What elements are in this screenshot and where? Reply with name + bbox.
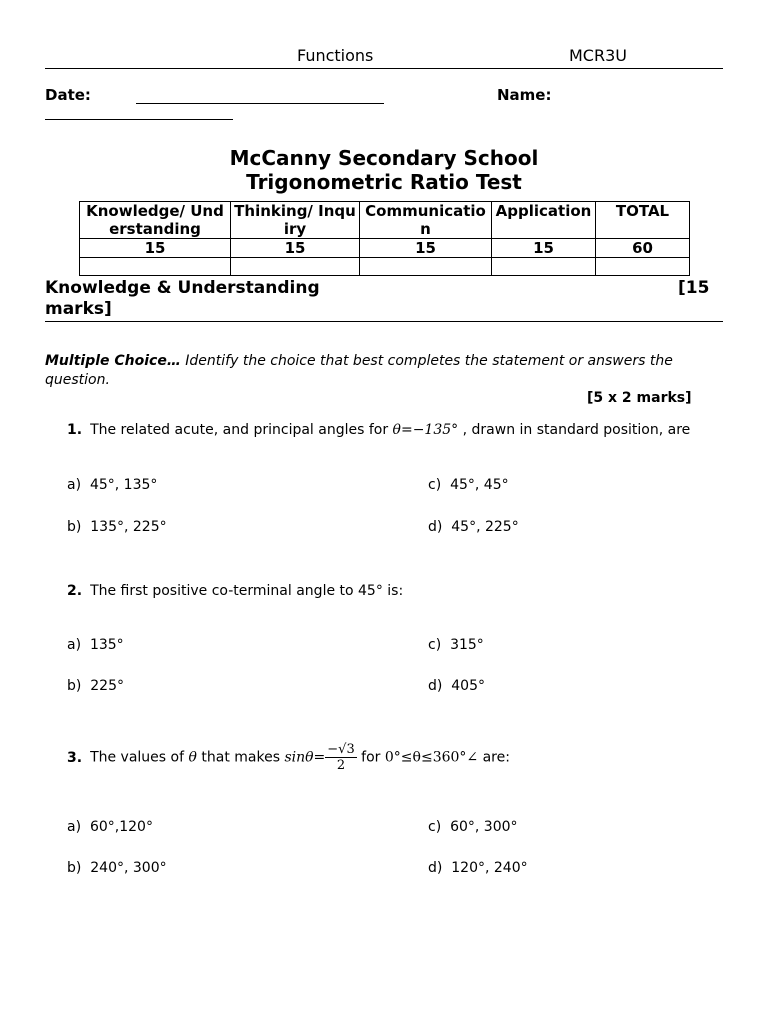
option-letter: a) [67, 477, 82, 493]
fraction [325, 742, 356, 773]
question-text-for: for [356, 749, 385, 766]
question-number: 2. [67, 583, 83, 599]
score-entry-row [80, 258, 690, 276]
q1-option-d[interactable] [428, 519, 519, 535]
q2-option-a[interactable] [67, 637, 124, 653]
header-total: TOTAL [596, 202, 690, 239]
theta-symbol: θ [188, 749, 197, 766]
question-3 [67, 742, 510, 773]
option-letter: b) [67, 678, 82, 694]
question-text-after: are: [478, 749, 510, 766]
section-heading [45, 278, 320, 320]
value-knowledge: 15 [80, 239, 231, 258]
q2-option-b[interactable] [67, 678, 124, 694]
mc-marks: [5 x 2 marks] [587, 390, 692, 406]
marks-values-row [80, 239, 690, 258]
option-letter: c) [428, 637, 442, 653]
q2-option-c[interactable] [428, 637, 484, 653]
section-divider [45, 321, 723, 322]
question-text-after: , drawn in standard position, are [458, 422, 691, 438]
date-field-line[interactable] [136, 103, 384, 104]
question-text: The related acute, and principal angles for [90, 422, 393, 438]
question-text: The first positive co-terminal angle to 45° is: [90, 583, 404, 599]
question-text: The values of [90, 749, 189, 766]
q3-option-d[interactable] [428, 860, 528, 876]
name-field-line[interactable] [45, 119, 233, 120]
section-title: Knowledge & Understanding [45, 278, 320, 298]
q3-option-c[interactable] [428, 819, 518, 835]
fraction-numerator: −√3 [327, 742, 355, 757]
question-math: θ=−135° [392, 422, 459, 438]
option-text: 135° [89, 637, 124, 653]
angle-range: 0°≤θ≤360°∠ [384, 749, 479, 766]
course-code: MCR3U [569, 46, 627, 65]
option-text: 60°,120° [89, 819, 153, 835]
header-communication: Communication [360, 202, 492, 239]
question-number: 1. [67, 422, 83, 438]
header-application: Application [492, 202, 596, 239]
option-text: 60°, 300° [450, 819, 518, 835]
score-application[interactable] [492, 258, 596, 276]
option-letter: c) [428, 477, 442, 493]
section-marks-close: marks] [45, 299, 112, 319]
q1-option-b[interactable] [67, 519, 167, 535]
question-text-mid: that makes [196, 749, 285, 766]
option-text: 45°, 45° [450, 477, 509, 493]
instructions-text: Identify the choice that best completes the statement or answers the question. [45, 353, 673, 388]
option-letter: b) [67, 519, 82, 535]
q3-option-b[interactable] [67, 860, 167, 876]
option-text: 315° [450, 637, 484, 653]
option-text: 240°, 300° [90, 860, 167, 876]
fraction-denominator: 2 [336, 758, 346, 773]
section-marks-open: [15 [678, 278, 710, 298]
option-text: 405° [451, 678, 485, 694]
question-2 [67, 583, 403, 599]
option-letter: a) [67, 637, 82, 653]
q2-option-d[interactable] [428, 678, 485, 694]
score-total[interactable] [596, 258, 690, 276]
course-title: Functions [297, 46, 374, 65]
marks-table-header-row [80, 202, 690, 239]
q1-option-c[interactable] [428, 477, 509, 493]
question-1 [67, 422, 690, 438]
value-total: 60 [596, 239, 690, 258]
score-thinking[interactable] [231, 258, 360, 276]
option-text: 45°, 135° [89, 477, 158, 493]
option-letter: c) [428, 819, 442, 835]
option-letter: d) [428, 678, 443, 694]
option-letter: d) [428, 860, 443, 876]
option-letter: a) [67, 819, 82, 835]
date-label: Date: [45, 86, 91, 104]
marks-table [79, 201, 690, 276]
option-text: 225° [90, 678, 124, 694]
school-name: McCanny Secondary School [229, 146, 539, 170]
q1-option-a[interactable] [67, 477, 157, 493]
header-divider [45, 68, 723, 69]
option-letter: b) [67, 860, 82, 876]
option-text: 45°, 225° [451, 519, 519, 535]
instructions-lead: Multiple Choice… [45, 353, 181, 369]
header-knowledge: Knowledge/ Understanding [80, 202, 231, 239]
score-communication[interactable] [360, 258, 492, 276]
option-letter: d) [428, 519, 443, 535]
value-application: 15 [492, 239, 596, 258]
header-thinking: Thinking/ Inquiry [231, 202, 360, 239]
instructions [45, 352, 705, 390]
name-label: Name: [497, 86, 552, 104]
sin-expression: sinθ= [284, 749, 326, 766]
score-knowledge[interactable] [80, 258, 231, 276]
question-number: 3. [67, 749, 83, 766]
option-text: 120°, 240° [451, 860, 528, 876]
value-communication: 15 [360, 239, 492, 258]
value-thinking: 15 [231, 239, 360, 258]
option-text: 135°, 225° [90, 519, 167, 535]
test-title: Trigonometric Ratio Test [246, 170, 522, 194]
q3-option-a[interactable] [67, 819, 153, 835]
